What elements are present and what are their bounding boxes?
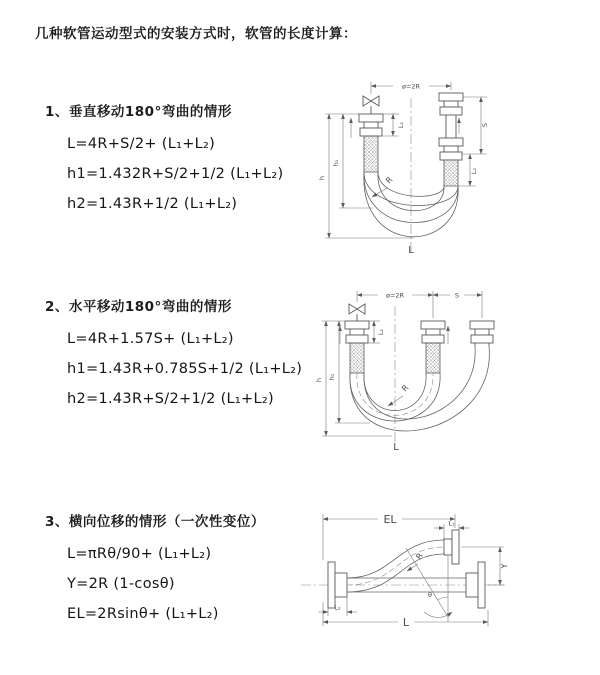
section-3-heading: 3、横向位移的情形（一次性变位） xyxy=(45,514,265,530)
formula-h2: h2=1.43R+1/2 (L₁+L₂) xyxy=(67,196,238,212)
dim-label-el: EL xyxy=(383,513,397,526)
section-horizontal-movement xyxy=(45,295,302,414)
braided-section xyxy=(350,343,364,373)
dim-label-y: Y xyxy=(500,563,509,569)
formula-length: L=πRθ/90+ (L₁+L₂) xyxy=(67,546,212,562)
dim-label-s: S xyxy=(481,122,489,128)
dim-label-span: ø=2R xyxy=(401,82,421,91)
right-flange-fitting xyxy=(466,562,485,608)
dim-label-h: h xyxy=(318,175,326,181)
dim-label-h: h xyxy=(315,377,323,383)
dim-label-h1: h₁ xyxy=(332,159,340,167)
section-vertical-movement xyxy=(45,100,283,219)
braided-section xyxy=(444,160,458,186)
dim-label-l2: L₂ xyxy=(334,603,341,612)
formula-y: Y=2R (1-cosθ) xyxy=(67,576,175,592)
dim-label-l2: L₂ xyxy=(470,167,478,175)
dim-label-l1: L₁ xyxy=(448,519,455,528)
dim-label-stroke: S xyxy=(454,291,460,300)
middle-flange-fitting xyxy=(421,321,445,373)
radius-label: R xyxy=(400,383,411,394)
braided-section xyxy=(426,343,440,373)
angle-label: θ xyxy=(428,591,432,599)
right-flange-fitting-moved xyxy=(470,321,494,343)
valve-icon xyxy=(349,304,365,321)
formula-h2: h2=1.43R+S/2+1/2 (L₁+L₂) xyxy=(67,391,274,407)
dimension-lines xyxy=(315,291,482,453)
dim-label-span: ø=2R xyxy=(385,291,405,300)
formula-length: L=4R+1.57S+ (L₁+L₂) xyxy=(67,331,234,347)
radius-label: R xyxy=(384,175,395,186)
diagram-lateral-displacement xyxy=(298,502,593,662)
dim-label-h1: h₁ xyxy=(328,373,336,381)
right-flange-fitting-upper xyxy=(439,93,463,138)
valve-icon xyxy=(363,96,379,114)
diagram-vertical-180-bend xyxy=(313,68,593,263)
hose-curves xyxy=(350,343,490,431)
length-label: L xyxy=(393,442,399,453)
length-label: L xyxy=(408,245,414,256)
section-lateral-displacement xyxy=(45,510,265,629)
radius-label: R xyxy=(414,551,425,562)
formula-h1: h1=1.43R+0.785S+1/2 (L₁+L₂) xyxy=(67,361,303,377)
section-1-heading: 1、垂直移动180°弯曲的情形 xyxy=(45,104,232,120)
top-flange-fitting-displaced xyxy=(444,530,459,564)
diagram-horizontal-180-bend xyxy=(312,280,597,455)
dim-label-l1: L₁ xyxy=(377,328,385,336)
page-title: 几种软管运动型式的安装方式时，软管的长度计算： xyxy=(35,26,357,42)
formula-el: EL=2Rsinθ+ (L₁+L₂) xyxy=(67,606,219,622)
left-flange-fitting xyxy=(345,321,369,373)
dim-label-l1: L₁ xyxy=(397,121,405,129)
formula-h1: h1=1.432R+S/2+1/2 (L₁+L₂) xyxy=(67,166,284,182)
dim-label-l: L xyxy=(402,616,410,629)
braided-section xyxy=(364,136,378,172)
left-flange-fitting xyxy=(328,562,347,608)
right-flange-fitting-lower xyxy=(439,138,463,186)
dimension-lines xyxy=(318,82,489,256)
curved-hose-displaced-position xyxy=(347,540,444,592)
formula-length: L=4R+S/2+ (L₁+L₂) xyxy=(67,136,216,152)
section-2-heading: 2、水平移动180°弯曲的情形 xyxy=(45,299,232,315)
left-flange-fitting xyxy=(359,114,383,172)
